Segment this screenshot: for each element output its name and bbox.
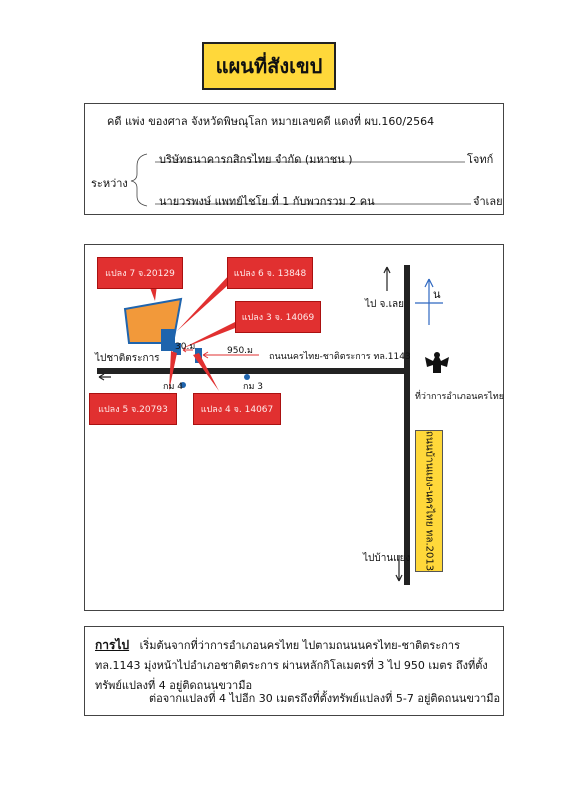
directions-paragraph-1 <box>95 635 495 696</box>
vertical-road-label: ถนนบ้านแยง-นครไทย ทล.2013 <box>423 430 435 572</box>
directions-text-2: ต่อจากแปลงที่ 4 ไปอีก 30 เมตรถึงที่ตั้งทรัพย์แปลงที่ 5-7 อยู่ติดถนนขวามือ <box>149 692 501 705</box>
dist-30-label: 30.ม <box>175 342 196 352</box>
case-number-line: คดี แพ่ง ของศาล จังหวัดพิษณุโลก หมายเลขคดี แดงที่ ผบ.160/2564 <box>107 115 435 128</box>
map-area <box>84 244 504 611</box>
km4-label: กม 4 <box>163 382 183 392</box>
parcel-5-label: แปลง 5 จ.20793 <box>89 393 177 425</box>
district-office-icon <box>425 352 449 373</box>
directions-box <box>84 626 504 716</box>
parcel-blue-main <box>161 329 175 351</box>
main-road-label: ถนนนครไทย-ชาติตระการ ทล.1143 <box>269 352 411 362</box>
left-arrow-icon <box>99 374 111 380</box>
parcel-6-label: แปลง 6 จ. 13848 <box>227 257 313 289</box>
parcel-4-label: แปลง 4 จ. 14067 <box>193 393 281 425</box>
defendant-role: จำเลย <box>473 195 503 208</box>
between-label: ระหว่าง <box>91 177 128 190</box>
to-loei-label: ไป จ.เลย <box>365 299 404 310</box>
plaintiff-role: โจทก์ <box>467 153 494 166</box>
district-office-label: ที่ว่าการอำเภอนครไทย <box>415 392 504 402</box>
case-info-box <box>84 103 504 215</box>
directions-text-1: เริ่มต้นจากที่ว่าการอำเภอนครไทย ไปตามถนนนครไทย-ชาติตระการ ทล.1143 มุ่งหน้าไปอำเภอชาติตระการ ผ่านหลักกิโลเมตรที่ 3 ไป 950 เมตร ถึงที่ตั้งทรัพย์แปลงที่ 4 อยู่ติดถนนขวามือ <box>95 639 488 692</box>
defendant-name: นายวรพงษ์ แพทย์ไชโย ที่ 1 กับพวกรวม 2 คน <box>159 195 375 208</box>
to-ban-yaeng-label: ไปบ้านแยง <box>363 553 411 564</box>
to-chat-label: ไปชาติตระการ <box>95 353 160 364</box>
parcel-3-label: แปลง 3 จ. 14069 <box>235 301 321 333</box>
directions-heading: การไป <box>95 638 130 652</box>
up-arrow-icon <box>384 267 390 291</box>
dist-950-label: 950.ม <box>227 346 253 356</box>
plaintiff-name: บริษัทธนาคารกสิกรไทย จำกัด (มหาชน ) <box>159 153 353 166</box>
vertical-road-label-box <box>415 430 443 572</box>
page-title: แผนที่สังเขป <box>202 42 336 90</box>
north-label: น <box>433 288 441 301</box>
km3-label: กม 3 <box>243 382 263 392</box>
parcel-7-label: แปลง 7 จ.20129 <box>97 257 183 289</box>
